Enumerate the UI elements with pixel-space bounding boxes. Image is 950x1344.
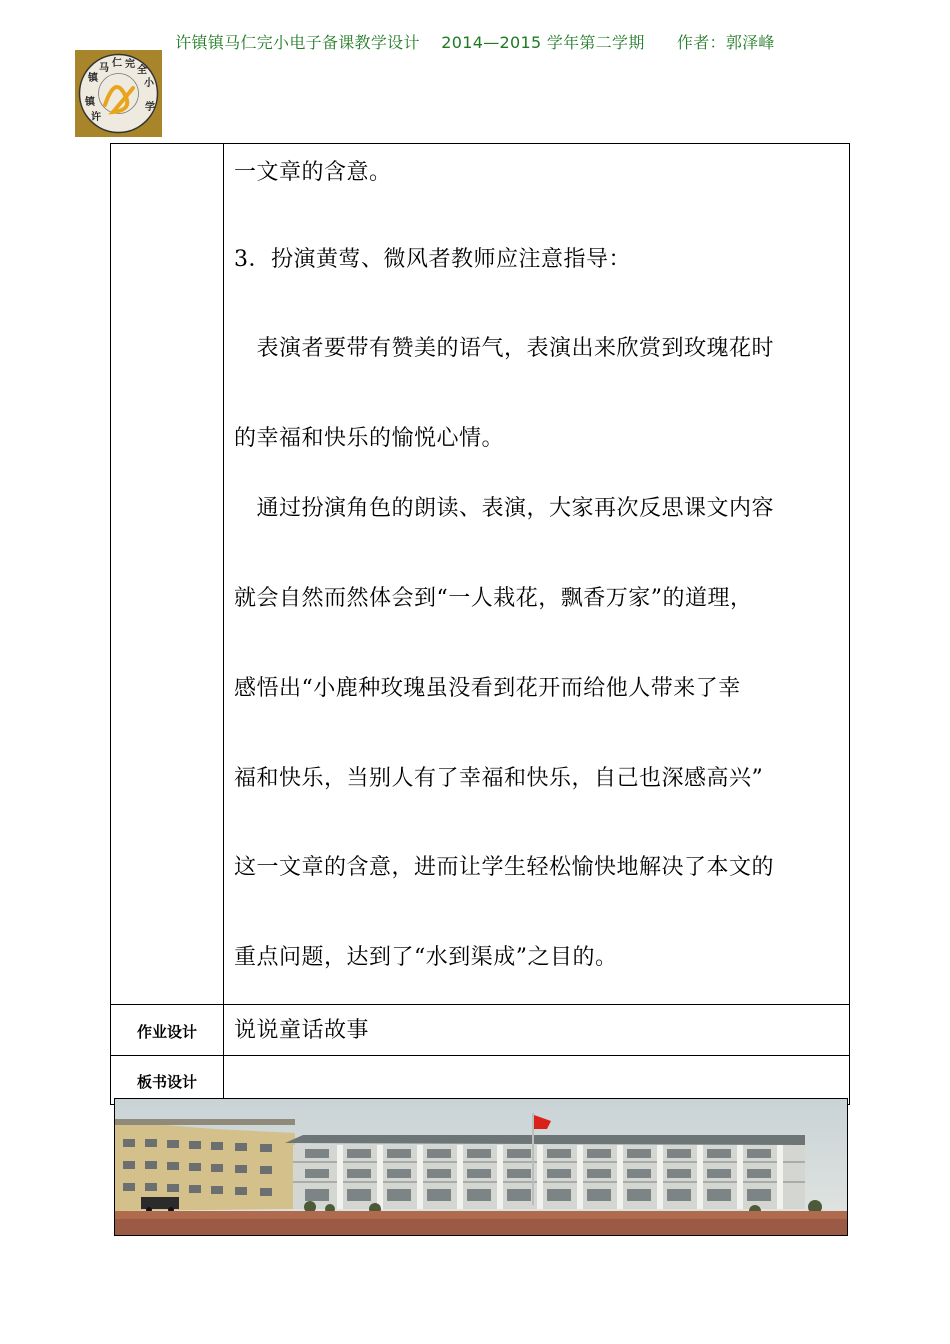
content-line: 感悟出“小鹿种玫瑰虽没看到花开而给他人带来了幸 [234, 676, 741, 701]
content-line: 一文章的含意。 [234, 160, 392, 185]
board-label: 板书设计 [136, 1073, 197, 1091]
homework-value: 说说童话故事 [234, 1018, 370, 1043]
content-line: 这一文章的含意，进而让学生轻松愉快地解决了本文的 [234, 855, 775, 880]
svg-text:仁: 仁 [112, 58, 122, 69]
column-divider [223, 144, 224, 1105]
school-building-image [115, 1099, 848, 1236]
row-divider [111, 1055, 850, 1056]
svg-text:马: 马 [99, 63, 109, 74]
content-line: 表演者要带有赞美的语气，表演出来欣赏到玫瑰花时 [234, 336, 775, 361]
content-line: 通过扮演角色的朗读、表演，大家再次反思课文内容 [234, 496, 775, 521]
svg-text:全: 全 [137, 65, 147, 76]
seal-icon [75, 50, 162, 137]
homework-label: 作业设计 [136, 1023, 197, 1041]
page-header: 许镇镇马仁完小电子备课教学设计 2014—2015 学年第二学期 作者：郭泽峰 [175, 33, 775, 52]
svg-text:学: 学 [145, 102, 155, 113]
svg-text:镇: 镇 [85, 97, 95, 108]
content-line: 福和快乐，当别人有了幸福和快乐，自己也深感高兴” [234, 766, 764, 791]
content-line: 就会自然而然体会到“一人栽花，飘香万家”的道理， [234, 586, 753, 611]
content-line: 的幸福和快乐的愉悦心情。 [234, 426, 505, 451]
content-line: 3．扮演黄莺、微风者教师应注意指导： [234, 247, 631, 272]
content-line: 重点问题，达到了“水到渠成”之目的。 [234, 945, 618, 970]
svg-text:镇: 镇 [88, 73, 98, 84]
svg-text:小: 小 [144, 78, 154, 89]
lesson-table [110, 143, 850, 1105]
school-seal-logo [75, 50, 162, 137]
row-divider [111, 1004, 850, 1005]
school-building-photo [114, 1098, 848, 1236]
svg-text:许: 许 [91, 112, 101, 123]
svg-text:完: 完 [125, 59, 135, 70]
